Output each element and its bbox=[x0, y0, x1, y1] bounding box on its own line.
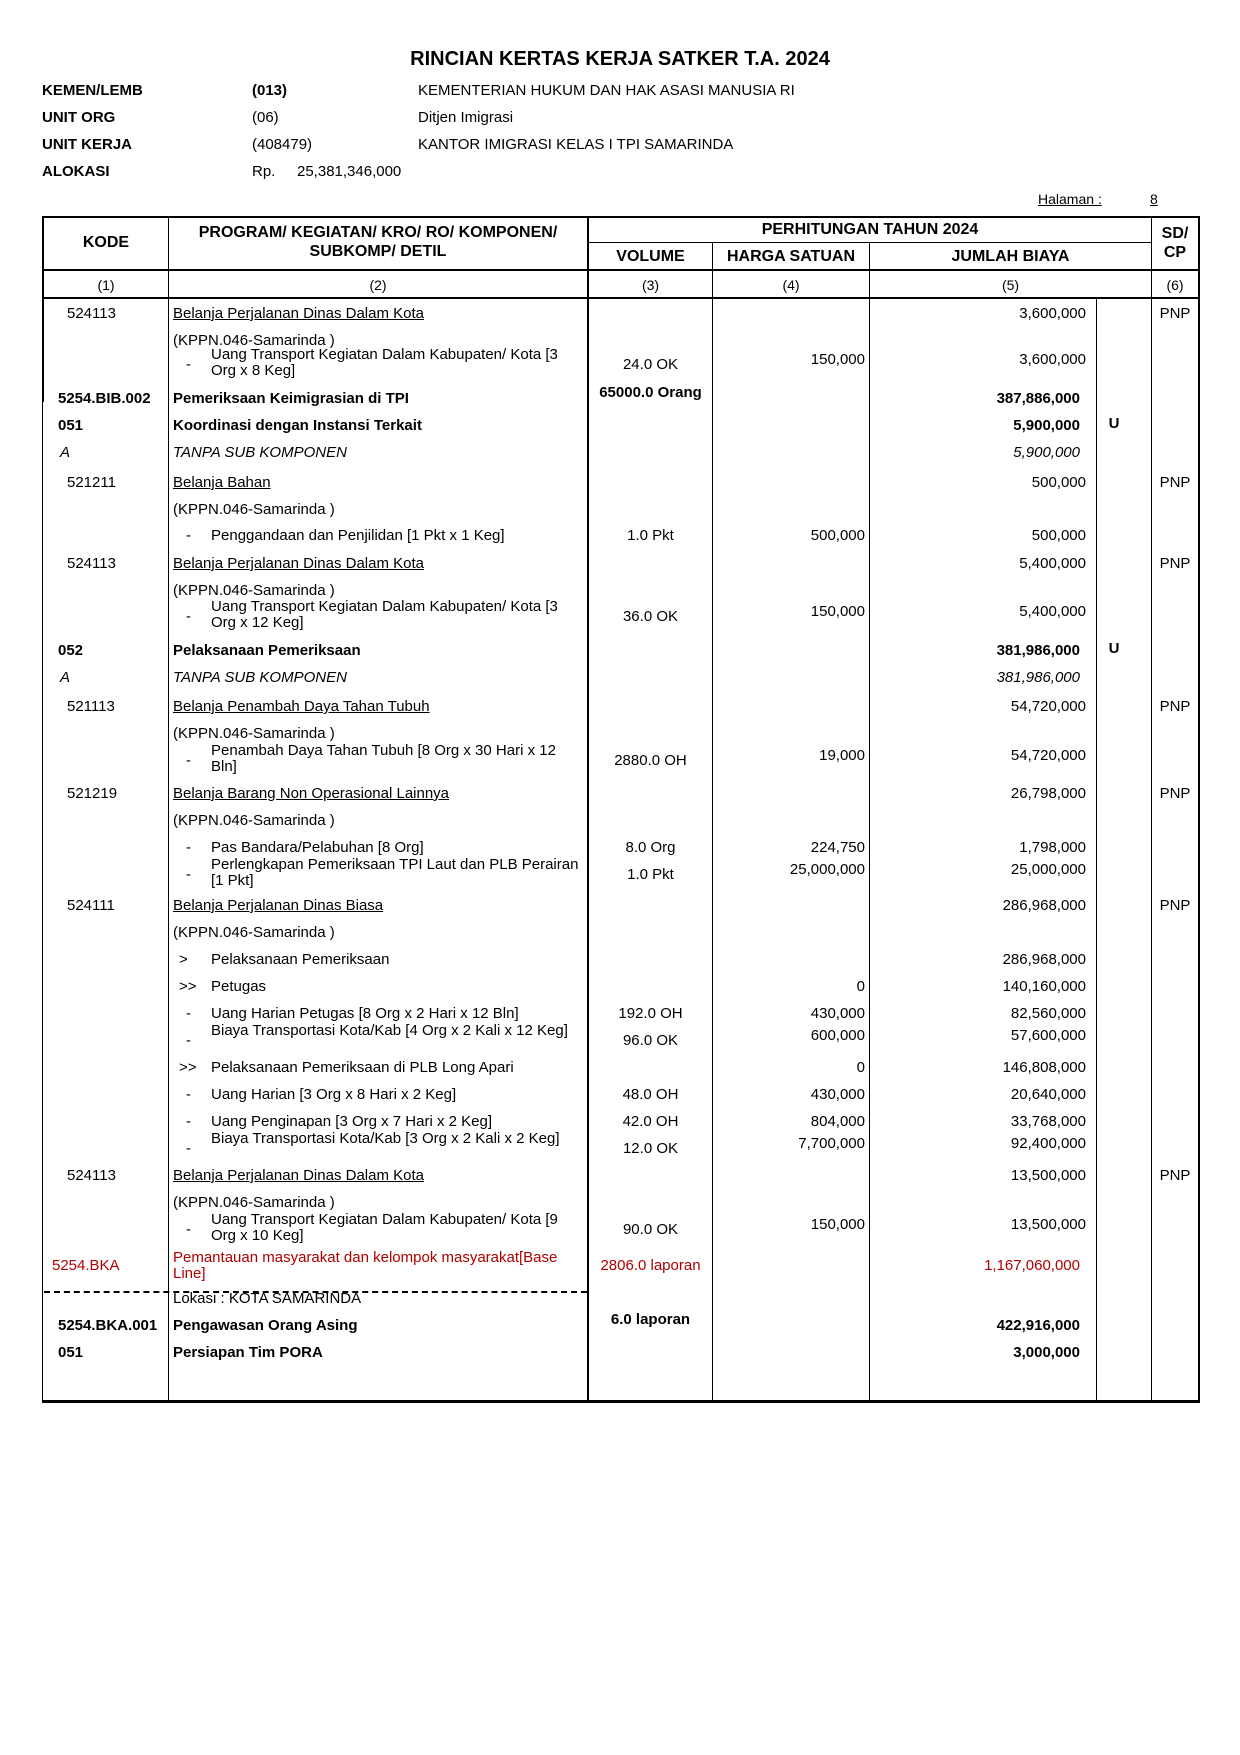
info-label-unit-kerja: UNIT KERJA bbox=[42, 136, 133, 153]
row-sd-cp: PNP bbox=[1159, 1167, 1191, 1184]
info-code-unit-org: (06) bbox=[252, 109, 279, 126]
row-jumlah-biaya: 1,798,000 bbox=[1019, 839, 1086, 856]
header-perhitungan: PERHITUNGAN TAHUN 2024 bbox=[761, 221, 979, 238]
row-kode: 521219 bbox=[67, 785, 118, 802]
row-jumlah-biaya: 3,600,000 bbox=[1019, 351, 1086, 368]
row-kode: 524113 bbox=[67, 555, 116, 572]
row-harga-satuan: 150,000 bbox=[810, 1216, 865, 1233]
row-description: Belanja Penambah Daya Tahan Tubuh bbox=[173, 698, 430, 715]
row-description: Belanja Perjalanan Dinas Dalam Kota bbox=[173, 1167, 424, 1184]
row-harga-satuan: 150,000 bbox=[810, 603, 865, 620]
row-description: Uang Harian [3 Org x 8 Hari x 2 Keg] bbox=[211, 1086, 457, 1103]
row-harga-satuan: 600,000 bbox=[810, 1027, 865, 1044]
row-description: Persiapan Tim PORA bbox=[173, 1344, 323, 1361]
row-sd-cp: PNP bbox=[1159, 555, 1191, 572]
row-jumlah-biaya: 500,000 bbox=[1031, 474, 1086, 491]
row-sd-cp: PNP bbox=[1159, 698, 1191, 715]
row-kode: 524113 bbox=[67, 305, 116, 322]
row-harga-satuan: 500,000 bbox=[810, 527, 865, 544]
row-harga-satuan: 0 bbox=[856, 1059, 865, 1076]
row-jumlah-biaya: 33,768,000 bbox=[1010, 1113, 1086, 1130]
row-bullet: >> bbox=[179, 978, 197, 995]
row-kode: 051 bbox=[58, 417, 84, 434]
row-description: (KPPN.046-Samarinda ) bbox=[173, 582, 335, 599]
row-description: Pengawasan Orang Asing bbox=[173, 1317, 358, 1334]
col-number-2: (2) bbox=[369, 277, 387, 293]
row-description: Uang Transport Kegiatan Dalam Kabupaten/ Kota [3 Org x 12 Keg] bbox=[211, 598, 558, 631]
row-kode: 5254.BKA.001 bbox=[58, 1317, 158, 1334]
row-jumlah-biaya: 5,900,000 bbox=[1013, 417, 1080, 434]
row-description: Uang Transport Kegiatan Dalam Kabupaten/ Kota [9 Org x 10 Keg] bbox=[211, 1211, 558, 1244]
row-jumlah-biaya: 5,900,000 bbox=[1013, 444, 1080, 461]
row-harga-satuan: 19,000 bbox=[819, 747, 865, 764]
row-jumlah-biaya: 57,600,000 bbox=[1010, 1027, 1086, 1044]
row-harga-satuan: 0 bbox=[856, 978, 865, 995]
row-volume: 48.0 OH bbox=[622, 1086, 679, 1103]
row-jumlah-biaya: 286,968,000 bbox=[1002, 897, 1086, 914]
info-value-kemen: KEMENTERIAN HUKUM DAN HAK ASASI MANUSIA RI bbox=[418, 82, 795, 99]
info-value-unit-org: Ditjen Imigrasi bbox=[418, 109, 514, 126]
row-kode: A bbox=[60, 444, 71, 461]
row-jumlah-biaya: 1,167,060,000 bbox=[984, 1257, 1080, 1274]
row-bullet: - bbox=[186, 1140, 191, 1157]
row-description: Perlengkapan Pemeriksaan TPI Laut dan PLB Perairan [1 Pkt] bbox=[211, 856, 579, 889]
row-kode: 521113 bbox=[67, 698, 115, 715]
row-description: Petugas bbox=[211, 978, 267, 995]
row-harga-satuan: 430,000 bbox=[810, 1086, 865, 1103]
header-program-line1: PROGRAM/ KEGIATAN/ KRO/ RO/ KOMPONEN/ bbox=[198, 224, 558, 241]
row-volume: 12.0 OK bbox=[622, 1140, 679, 1157]
row-description: Biaya Transportasi Kota/Kab [4 Org x 2 Kali x 12 Keg] bbox=[211, 1022, 568, 1039]
alokasi-amount: 25,381,346,000 bbox=[297, 163, 402, 180]
col-divider-flag bbox=[1096, 299, 1097, 1402]
row-bullet: >> bbox=[179, 1059, 197, 1076]
row-jumlah-biaya: 54,720,000 bbox=[1010, 747, 1086, 764]
row-jumlah-biaya: 387,886,000 bbox=[996, 390, 1080, 407]
row-description: (KPPN.046-Samarinda ) bbox=[173, 812, 335, 829]
row-description: (KPPN.046-Samarinda ) bbox=[173, 332, 335, 349]
row-description: Pemantauan masyarakat dan kelompok masyarakat[Base Line] bbox=[173, 1249, 558, 1282]
row-jumlah-biaya: 13,500,000 bbox=[1010, 1167, 1086, 1184]
row-jumlah-biaya: 92,400,000 bbox=[1010, 1135, 1086, 1152]
table-bottom-border bbox=[42, 1400, 1200, 1403]
row-jumlah-biaya: 3,000,000 bbox=[1013, 1344, 1080, 1361]
row-jumlah-biaya: 54,720,000 bbox=[1010, 698, 1086, 715]
row-volume: 2806.0 laporan bbox=[600, 1257, 701, 1274]
row-harga-satuan: 150,000 bbox=[810, 351, 865, 368]
col-number-3: (3) bbox=[641, 277, 660, 293]
row-jumlah-biaya: 140,160,000 bbox=[1002, 978, 1086, 995]
table-top-border bbox=[42, 216, 1200, 218]
row-bullet: - bbox=[186, 1005, 191, 1022]
row-description: (KPPN.046-Samarinda ) bbox=[173, 924, 335, 941]
row-sd-cp: PNP bbox=[1159, 897, 1191, 914]
header-jumlah-biaya: JUMLAH BIAYA bbox=[951, 248, 1070, 265]
row-description: Pas Bandara/Pelabuhan [8 Org] bbox=[211, 839, 424, 856]
row-jumlah-biaya: 13,500,000 bbox=[1010, 1216, 1086, 1233]
row-harga-satuan: 804,000 bbox=[810, 1113, 865, 1130]
row-volume: 96.0 OK bbox=[622, 1032, 679, 1049]
row-jumlah-biaya: 5,400,000 bbox=[1019, 555, 1086, 572]
halaman-number: 8 bbox=[1150, 191, 1158, 207]
col-divider-1 bbox=[168, 216, 169, 1402]
info-code-kemen: (013) bbox=[252, 82, 288, 99]
row-sd-cp: PNP bbox=[1159, 305, 1191, 322]
row-jumlah-biaya: 5,400,000 bbox=[1019, 603, 1086, 620]
row-jumlah-biaya: 20,640,000 bbox=[1010, 1086, 1086, 1103]
row-volume: 65000.0 Orang bbox=[599, 384, 702, 401]
row-harga-satuan: 430,000 bbox=[810, 1005, 865, 1022]
info-label-kemen: KEMEN/LEMB bbox=[42, 82, 143, 99]
header-sd-line1: SD/ bbox=[1161, 225, 1189, 242]
header-sd-line2: CP bbox=[1163, 244, 1187, 261]
row-bullet: - bbox=[186, 839, 191, 856]
row-description: (KPPN.046-Samarinda ) bbox=[173, 1194, 335, 1211]
row-bullet: - bbox=[186, 1032, 191, 1049]
row-description: Pemeriksaan Keimigrasian di TPI bbox=[173, 390, 409, 407]
row-volume: 2880.0 OH bbox=[614, 752, 687, 769]
row-kode: 051 bbox=[58, 1344, 84, 1361]
row-volume: 24.0 OK bbox=[622, 356, 679, 373]
row-description: Uang Penginapan [3 Org x 7 Hari x 2 Keg] bbox=[211, 1113, 493, 1130]
numbers-bottom-border bbox=[42, 297, 1200, 299]
row-jumlah-biaya: 25,000,000 bbox=[1010, 861, 1086, 878]
row-description: Belanja Bahan bbox=[173, 474, 271, 491]
header-kode: KODE bbox=[82, 234, 130, 251]
col-number-6: (6) bbox=[1166, 277, 1184, 293]
table-left-border bbox=[42, 299, 43, 1402]
row-description: TANPA SUB KOMPONEN bbox=[173, 444, 347, 461]
table-right-border bbox=[1198, 216, 1200, 1402]
row-description: Belanja Perjalanan Dinas Biasa bbox=[173, 897, 384, 914]
row-volume: 90.0 OK bbox=[622, 1221, 679, 1238]
row-volume: 1.0 Pkt bbox=[627, 527, 674, 544]
row-description: TANPA SUB KOMPONEN bbox=[173, 669, 347, 686]
info-label-unit-org: UNIT ORG bbox=[42, 109, 116, 126]
header-harga-satuan: HARGA SATUAN bbox=[727, 248, 855, 265]
col-number-1: (1) bbox=[97, 277, 115, 293]
row-description: Lokasi : KOTA SAMARINDA bbox=[173, 1290, 362, 1307]
row-jumlah-biaya: 3,600,000 bbox=[1019, 305, 1086, 322]
row-description: Koordinasi dengan Instansi Terkait bbox=[173, 417, 422, 434]
row-kode: A bbox=[60, 669, 71, 686]
info-label-alokasi: ALOKASI bbox=[42, 163, 110, 180]
header-program-line2: SUBKOMP/ DETIL bbox=[309, 243, 447, 260]
header-volume: VOLUME bbox=[616, 248, 685, 265]
row-volume: 6.0 laporan bbox=[610, 1311, 691, 1328]
header-bottom-border bbox=[42, 269, 1200, 271]
row-kode: 524111 bbox=[67, 897, 115, 914]
row-description: Belanja Perjalanan Dinas Dalam Kota bbox=[173, 305, 424, 322]
row-description: Pelaksanaan Pemeriksaan di PLB Long Apari bbox=[211, 1059, 514, 1076]
row-jumlah-biaya: 26,798,000 bbox=[1010, 785, 1086, 802]
row-volume: 1.0 Pkt bbox=[627, 866, 674, 883]
row-description: Biaya Transportasi Kota/Kab [3 Org x 2 Kali x 2 Keg] bbox=[211, 1130, 560, 1147]
row-jumlah-biaya: 422,916,000 bbox=[996, 1317, 1080, 1334]
halaman-label: Halaman : bbox=[1038, 191, 1102, 207]
row-description: Pelaksanaan Pemeriksaan bbox=[211, 951, 390, 968]
row-description: Penambah Daya Tahan Tubuh [8 Org x 30 Hari x 12 Bln] bbox=[211, 742, 556, 775]
info-value-unit-kerja: KANTOR IMIGRASI KELAS I TPI SAMARINDA bbox=[418, 136, 734, 153]
row-kode: 052 bbox=[58, 642, 84, 659]
row-jumlah-biaya: 82,560,000 bbox=[1010, 1005, 1086, 1022]
row-kode: 5254.BIB.002 bbox=[58, 390, 151, 407]
row-volume: 8.0 Org bbox=[625, 839, 676, 856]
row-description: Belanja Perjalanan Dinas Dalam Kota bbox=[173, 555, 424, 572]
row-sd-cp: PNP bbox=[1159, 474, 1191, 491]
row-jumlah-biaya: 286,968,000 bbox=[1002, 951, 1086, 968]
row-bullet: - bbox=[186, 356, 191, 373]
row-volume: 36.0 OK bbox=[622, 608, 679, 625]
row-jumlah-biaya: 381,986,000 bbox=[996, 642, 1080, 659]
row-flag: U bbox=[1108, 415, 1120, 432]
row-description: (KPPN.046-Samarinda ) bbox=[173, 501, 335, 518]
col-number-5: (5) bbox=[1001, 277, 1020, 293]
row-kode: 521211 bbox=[67, 474, 116, 491]
row-bullet: - bbox=[186, 866, 191, 883]
row-jumlah-biaya: 500,000 bbox=[1031, 527, 1086, 544]
row-kode: 524113 bbox=[67, 1167, 116, 1184]
row-bullet: - bbox=[186, 527, 191, 544]
row-bullet: - bbox=[186, 1221, 191, 1238]
row-description: Uang Harian Petugas [8 Org x 2 Hari x 12 Bln] bbox=[211, 1005, 519, 1022]
row-description: Uang Transport Kegiatan Dalam Kabupaten/ Kota [3 Org x 8 Keg] bbox=[211, 346, 558, 379]
alokasi-currency: Rp. bbox=[252, 163, 276, 180]
row-description: Penggandaan dan Penjilidan [1 Pkt x 1 Keg] bbox=[211, 527, 505, 544]
row-bullet: - bbox=[186, 608, 191, 625]
col-number-4: (4) bbox=[782, 277, 800, 293]
row-description: (KPPN.046-Samarinda ) bbox=[173, 725, 335, 742]
row-bullet: - bbox=[186, 752, 191, 769]
col-divider-5 bbox=[1151, 216, 1152, 1402]
row-description: Belanja Barang Non Operasional Lainnya bbox=[173, 785, 450, 802]
info-code-unit-kerja: (408479) bbox=[252, 136, 313, 153]
row-flag: U bbox=[1108, 640, 1120, 657]
row-sd-cp: PNP bbox=[1159, 785, 1191, 802]
document-title: RINCIAN KERTAS KERJA SATKER T.A. 2024 bbox=[410, 48, 830, 70]
row-kode: 5254.BKA bbox=[52, 1257, 120, 1274]
row-bullet: - bbox=[186, 1113, 191, 1130]
row-bullet: - bbox=[186, 1086, 191, 1103]
row-harga-satuan: 224,750 bbox=[810, 839, 865, 856]
row-volume: 192.0 OH bbox=[618, 1005, 683, 1022]
row-description: Pelaksanaan Pemeriksaan bbox=[173, 642, 361, 659]
row-jumlah-biaya: 146,808,000 bbox=[1002, 1059, 1086, 1076]
row-jumlah-biaya: 381,986,000 bbox=[996, 669, 1080, 686]
row-bullet: > bbox=[179, 951, 188, 968]
row-harga-satuan: 25,000,000 bbox=[789, 861, 865, 878]
row-harga-satuan: 7,700,000 bbox=[798, 1135, 865, 1152]
row-volume: 42.0 OH bbox=[622, 1113, 679, 1130]
